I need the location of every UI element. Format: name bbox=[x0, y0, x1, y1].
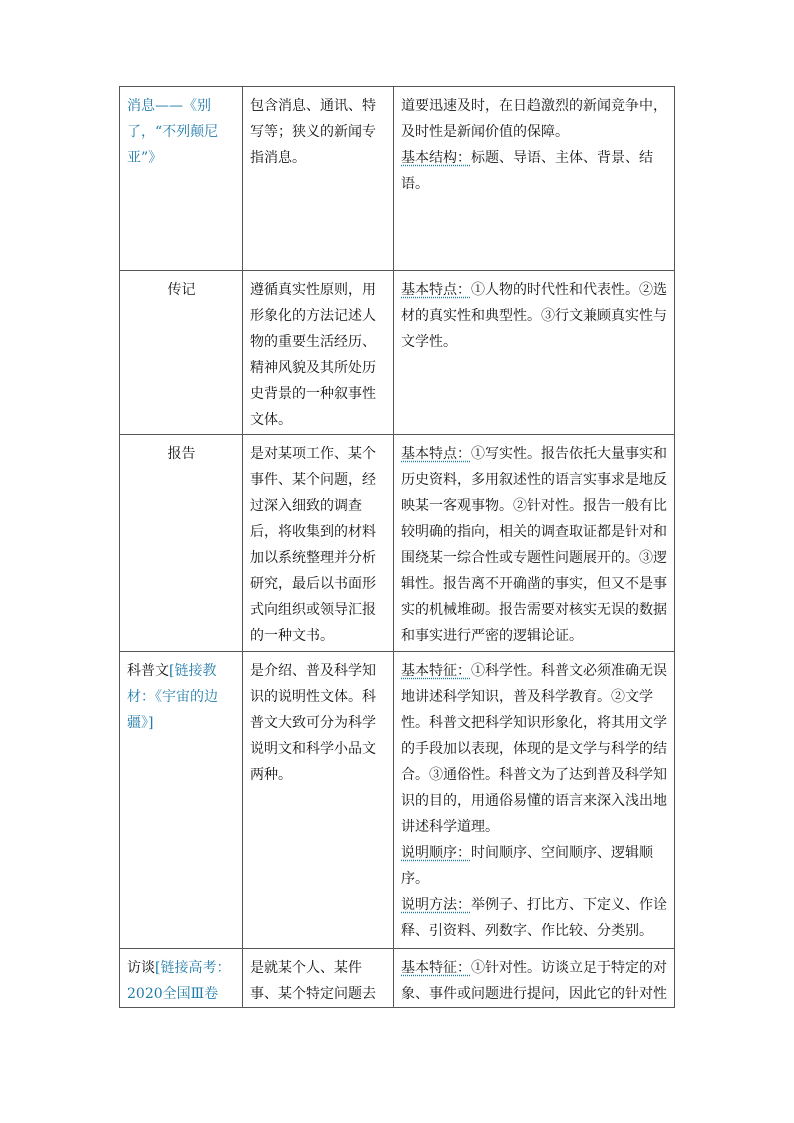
table-row bbox=[120, 87, 675, 271]
genre-name: 科普文 bbox=[127, 663, 169, 679]
definition-cell: 包含消息、通讯、特写等；狭义的新闻专指消息。 bbox=[243, 87, 394, 271]
definition-cell: 遵循真实性原则，用形象化的方法记述人物的重要生活经历、精神风貌及其所处历史背景的一种叙事性文体。 bbox=[243, 271, 394, 435]
features-cell bbox=[394, 435, 675, 652]
feature-label: 说明方法： bbox=[401, 897, 471, 913]
feature-text: ①写实性。报告依托大量事实和历史资料，多用叙述性的语言实事求是地反映某一客观事物。②针对性。报告一般有比较明确的指向，相关的调查取证都是针对和围绕某一综合性或专题性问题展开的。③逻辑性。报告离不开确凿的事实，但又不是事实的机械堆砌。报告需要对核实无误的数据和事实进行严密的逻辑论证。 bbox=[401, 446, 667, 644]
genre-link[interactable]: 消息——《别了，“不列颠尼亚”》 bbox=[127, 98, 219, 166]
features-cell bbox=[394, 87, 675, 271]
table-row bbox=[120, 949, 675, 1008]
feature-block bbox=[401, 145, 668, 197]
genre-link[interactable]: [链接教材：《宇宙的边疆》] bbox=[127, 663, 218, 731]
feature-label: 基本特征： bbox=[401, 663, 471, 679]
table-row bbox=[120, 435, 675, 652]
features-cell bbox=[394, 949, 675, 1008]
definition-cell: 是介绍、普及科学知识的说明性文体。科普文大致可分为科学说明文和科学小品文两种。 bbox=[243, 652, 394, 949]
definition-cell: 是就某个人、某件事、某个特定问题去 bbox=[243, 949, 394, 1008]
feature-label: 基本结构： bbox=[401, 150, 471, 166]
feature-block bbox=[401, 658, 668, 840]
genre-cell bbox=[120, 949, 243, 1008]
genre-table bbox=[119, 86, 675, 1008]
feature-text: 道要迅速及时，在日趋激烈的新闻竞争中，及时性是新闻价值的保障。 bbox=[401, 98, 667, 140]
feature-text: ①科学性。科普文必须准确无误地讲述科学知识，普及科学教育。②文学性。科普文把科学知识形象化，将其用文学的手段加以表现，体现的是文学与科学的结合。③通俗性。科普文为了达到普及科学知识的目的，用通俗易懂的语言来深入浅出地讲述科学道理。 bbox=[401, 663, 667, 835]
feature-text: ①针对性。访谈立足于特定的对象、事件或问题进行提问，因此它的针对性 bbox=[401, 960, 667, 1002]
genre-cell[interactable] bbox=[120, 87, 243, 271]
feature-text: 举例子、打比方、下定义、作诠释、引资料、列数字、作比较、分类别。 bbox=[401, 897, 667, 939]
genre-cell: 报告 bbox=[120, 435, 243, 652]
table-row bbox=[120, 652, 675, 949]
feature-label: 基本特点： bbox=[401, 282, 471, 298]
feature-label: 基本特点： bbox=[401, 446, 471, 462]
feature-block bbox=[401, 892, 668, 944]
feature-text: 标题、导语、主体、背景、结语。 bbox=[401, 150, 653, 192]
feature-text: 时间顺序、空间顺序、逻辑顺序。 bbox=[401, 845, 653, 887]
table-row bbox=[120, 271, 675, 435]
definition-cell: 是对某项工作、某个事件、某个问题，经过深入细致的调查后，将收集到的材料加以系统整理并分析研究，最后以书面形式向组织或领导汇报的一种文书。 bbox=[243, 435, 394, 652]
genre-cell: 传记 bbox=[120, 271, 243, 435]
genre-link[interactable]: [链接高考：2020全国Ⅲ卷 bbox=[127, 960, 231, 1002]
feature-label: 基本特征： bbox=[401, 960, 471, 976]
genre-name: 访谈 bbox=[127, 960, 155, 976]
features-cell bbox=[394, 271, 675, 435]
features-cell bbox=[394, 652, 675, 949]
feature-label: 说明顺序： bbox=[401, 845, 471, 861]
feature-block bbox=[401, 840, 668, 892]
feature-text: ①人物的时代性和代表性。②选材的真实性和典型性。③行文兼顾真实性与文学性。 bbox=[401, 282, 667, 350]
genre-cell bbox=[120, 652, 243, 949]
